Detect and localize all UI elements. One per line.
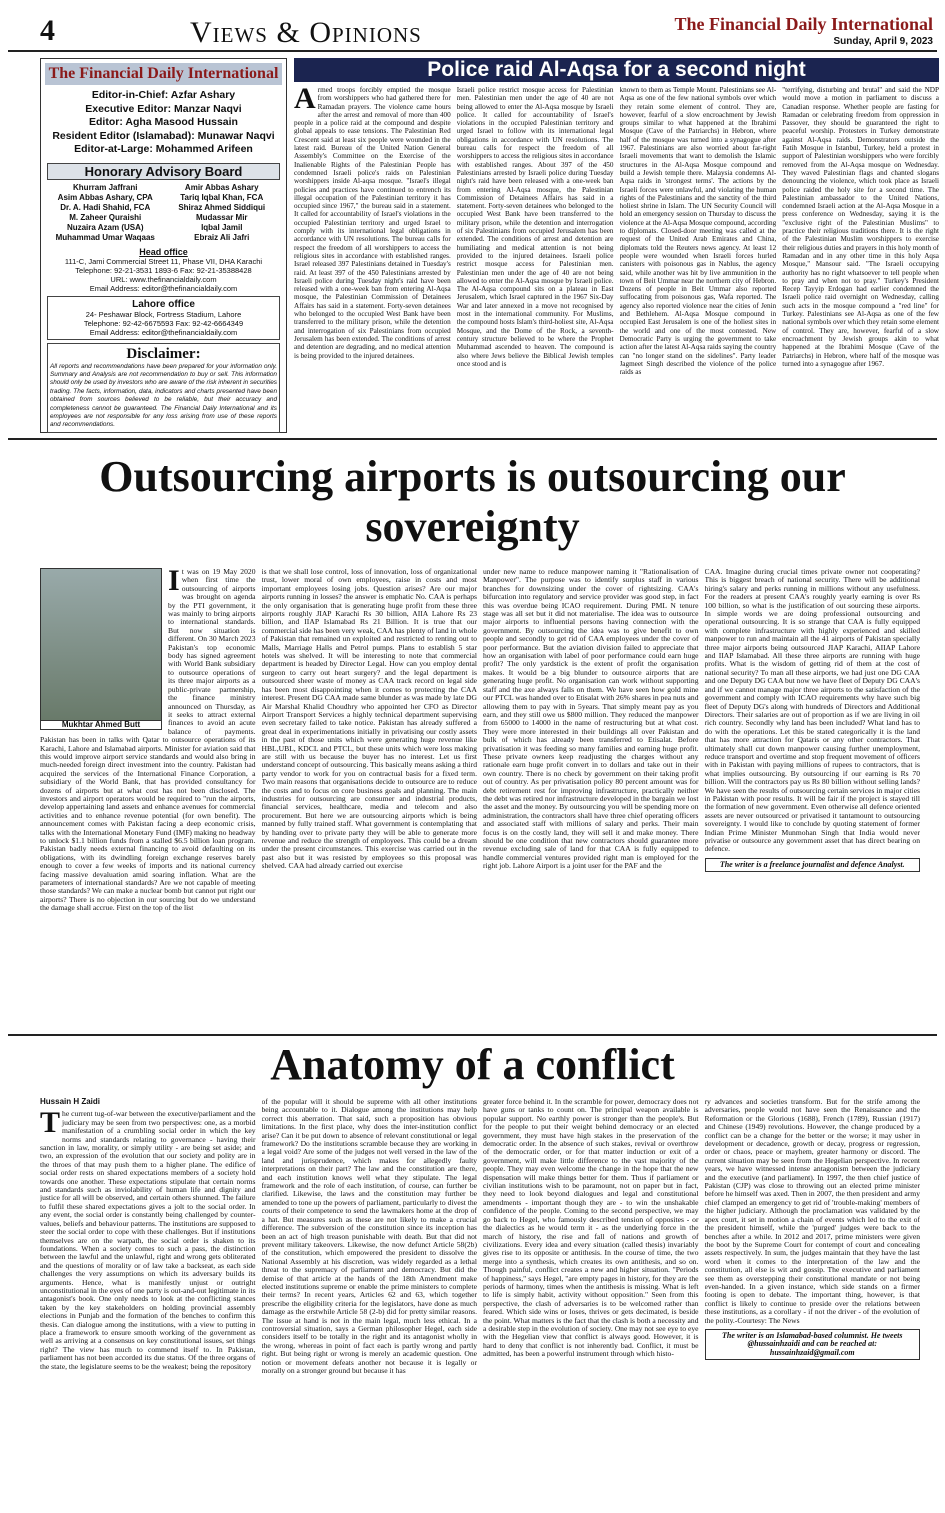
editor-0: Editor-in-Chief: Azfar Ashary <box>91 89 236 101</box>
story3-text: ry advances and societies transform. But for the strife among the adversaries, people would not have seen the Renaissance and the Reformation or the Glorious (1688), French (1789), Russian (1917) and Chinese (1949) revolutions. However, the change produced by a conflict can be a change for the better or the worse; it may usher in development or decadence, growth or decay, progress or regression, order or chaos, peace or mayhem, greater harmony or discord. The current situation may be seen from the Hegelian perspective. In recent years, we have witnessed intense antagonism between the judiciary and the executive (and parliament). In 1997, the then chief justice of Pakistan (CJP) was close to throwing out an elected prime minister before he himself was axed. Then in 2007, the then president and army chief clamped an emergency to get rid of 'trouble-making' members of the higher judiciary. Although the proclamation was validated by the apex court, it set in motion a chain of events which led to the exit of the president himself, while the 'purged' judges were back to the benches after a while. In 2012 and 2017, prime ministers were given the boot by the Supreme Court for contempt of court and concealing assets respectively. In sum, the judges maintain that they have the last word when it comes to the interpretation of the law and the constitution, all else is wit and gossip. The executive and parliament see them as overstepping their constitutional mandate or not being even-handed. In a given instance, which side stands on a firmer footing is open to debate. The important thing, however, is that conflict is likely to continue to preside over the relations between these institutions, as a corollary - if not the driver - of the evolution of the polity.-Courtesy: The News <box>704 1098 920 1325</box>
board-member: Khurram Jaffrani <box>73 182 138 192</box>
paper-masthead: The Financial Daily International <box>674 14 933 34</box>
author-name: Hussain H Zaidi <box>40 1098 101 1106</box>
story2-body <box>40 568 920 1028</box>
story3-body <box>40 1098 920 1506</box>
editor-1: Executive Editor: Manzar Naqvi <box>85 102 242 115</box>
writer-note <box>705 1329 921 1360</box>
address-line: Email Address: editor@thefinancialdaily.com <box>89 283 238 293</box>
story1-col: Israeli police restrict mosque access for Palestinian men. Palestinian men under the age of 40 are not being allowed to enter the Al-Aqsa mosque by Israeli police. It called for accountability of Israel's violations in the occupied Palestinian territory and urged Israel to follow with its international legal obligations in accordance with UN resolutions. The bureau calls for respect the freedom of all worshippers to access the religious sites in accordance with established ranges. About 397 of the 450 Palestinians arrested by Israeli police during Tuesday night's raid have been released with a one-week ban from entering Al-Aqsa mosque, the Palestinian Commission of Detainees Affairs has said in a statement. Forty-seven detainees who belonged to the occupied West Bank have been transferred to the military prison, while the detention and interrogation of six Palestinians from occupied Jerusalem has been extended. The conditions of arrest and detention are humiliating and medical attention is not being provided to the injured detainees. Israeli police restrict mosque access for Palestinian men. Palestinian men under the age of 40 are not being allowed to enter the Al-Aqsa mosque by Israeli police. The Al-Aqsa compound sits on a plateau in East Jerusalem, which Israel captured in the 1967 Six-Day War and later annexed in a move not recognised by most in the international community. For Muslims, the compound hosts Islam's third-holiest site, Al-Aqsa Mosque, and the Dome of the Rock, a seventh-century structure believed to be where the Prophet Muhammad ascended to heaven. The compound is also where Jews believe the Biblical Jewish temples once stood and is <box>456 86 614 368</box>
story2-col <box>40 568 256 1028</box>
story2-col <box>705 568 921 1028</box>
editor-4: Editor-at-Large: Mohammed Arifeen <box>74 143 253 155</box>
author-photo <box>40 568 162 730</box>
story1-col: known to them as Temple Mount. Palestinians see Al-Aqsa as one of the few national symbols over which they retain some element of control. They are, however, fearful of a slow encroachment by Jewish groups similar to what happened at the Ibrahimi Mosque (Cave of the Patriarchs) in Hebron, where half of the mosque was turned into a synagogue after 1967. Palestinians are also worried about far-right Israeli movements that want to demolish the Islamic structures in the Al-Aqsa Mosque compound and build a Jewish temple there. Malaysia condemns Al-Aqsa raids in 'strongest terms'. The actions by the Israeli forces were unlawful, and violating the human rights of the Palestinians and the sanctity of the third holiest shrine in Islam. The UN Security Council will hold an emergency session on Thursday to discuss the violence at the Al-Aqsa Mosque compound, according to diplomats. Closed-door meeting was called at the request of the United Arab Emirates and China, diplomats told the Reuters news agency. At least 12 people were wounded when Israeli forces hurled canisters with poisonous gas in Nablus, the agency said, while another was hit by live ammunition in the town of Beit Ummar near the northern city of Hebron. Dozens of people in Beit Ummar also reported suffocating from poisonous gas, Wafa reported. The agency also reported violence near the cities of Jenin and Bethlehem. Al-Aqsa Mosque compound in occupied East Jerusalem is one of the holiest sites in the world and one of the most contested. New Democratic Party is urging the government to take action after the latest Al-Aqsa raids saying the country can "no longer stand on the sidelines". Party leader Jagmeet Singh described the violence of the police raids as <box>619 86 777 377</box>
story1-col <box>294 86 451 434</box>
lahore-office-address <box>56 310 271 337</box>
address-line: 111-C, Jami Commercial Street 11, Phase VII, DHA Karachi <box>64 256 263 266</box>
lahore-office-label: Lahore office <box>132 298 195 310</box>
dropcap: I <box>168 568 180 597</box>
address-line: Email Address: editor@thefinancialdaily.com <box>89 327 238 337</box>
disclaimer-text: All reports and recommendations have been prepared for your information only. Summary and Analysis are not recommendation to buy or sell. This information should only be used by investors who are aware of the risk inherent in securities trading. The facts, information, data, indicators and charts presented have been obtained from sources believed to be reliable, but their accuracy and completeness cannot be guaranteed. The Financial Daily International and its employees are not responsible for any loss arising from use of these reports and recommendations. <box>50 362 277 429</box>
board-member: Shiraz Ahmed Siddiqui <box>178 202 266 212</box>
story1-col: "terrifying, disturbing and brutal" and said the NDP would move a motion in parliament to discuss a Canadian response. Whether people are fasting for Ramadan or celebrating freedom from oppression in Passover, they should be guaranteed the right to peaceful worship. Protesters in Turkey demonstrate against Al-Aqsa raids. Demonstrators outside the Fatih Mosque in Istanbul, Turkey, held a protest in support of Palestinian worshippers who were forcibly removed from the Al-Aqsa mosque on Wednesday. They waved Palestinian flags and chanted slogans denouncing the violence, which took place as Israeli police raided the holy site for a second time. The Palestinian ambassador to the United Nations, condemned Israeli action at the Al-Aqsa Mosque in a press conference on Wednesday, saying it is the "exclusive right of the Palestinian Muslims" to practice their religious traditions there. It is the right of the Palestinian Muslim worshippers to exercise their religious duties and prayers in this holy month of Ramadan and in any other time in this holy Aqsa Mosque," Mansour said. "The Israeli occupying authority has no right whatsoever to tell people when to pray and when not to pray." Turkey's President Recep Tayyip Erdogan had earlier condemned the Israeli police raid overnight on Wednesday, calling such acts in the mosque compound a "red line" for Turkey. Palestinians see Al-Aqsa as one of the few national symbols over which they retain some element of control. They are, however, fearful of a slow encroachment by Jewish groups akin to what happened at the Ibrahimi Mosque (Cave of the Patriarchs) in Hebron, where half of the mosque was turned into a synagogue after 1967. <box>782 86 939 368</box>
disclaimer-box <box>47 343 280 433</box>
sidebar-title: The Financial Daily International <box>45 63 282 85</box>
story3-col: greater force behind it. In the scramble for power, democracy does not have guns or tanks to count on. The principal weapon available is popular support. No earthly power is stronger than the people's. But for the people to put their weight behind democracy or an elected government, they must have high stakes in the preservation of the democratic order. In the absence of such stakes, revival or overthrow of the democratic order, or for that matter induction or exit of a government, will make little difference to the vast majority of the people. They may even welcome the change in the hope that the new dispensation will make things better for them. Thus if parliament or civilian institutions wish to be paramount, not on paper but in fact, they need to look beyond dialogues and legal and constitutional amendments - important though they are - to win the unshakable confidence of the people. Coming to the second perspective, we may go back to Hegel, who famously described tension of opposites - or the dialectics as he would term it - as the underlying force in the march of history, the rise and fall of nations and growth of civilizations. Every idea and every situation (called thesis) invariably gives rise to its opposite or antithesis. In the course of time, the two merge into a synthesis, which creates its own antithesis, and so on. Though painful, conflict creates a new and higher situation. "Periods of happiness," says Hegel, "are empty pages in history, for they are the periods of harmony, times when the antithesis is missing. What is left to life is simply habit, activity without opposition." Seen from this perspective, the clash of adversaries is to be welcomed rather than feared. Which side wins or loses, thrives or gets decimated, is beside the point. What matters is the fact that the clash is both a necessity and a desirable step in the evolution of society. One may not see eye to eye with the Hegelian view that conflict is always good. However, it is hard to deny that conflict is not inherently bad. Conflict, it must be admitted, has been a powerful instrument through which histo- <box>483 1098 699 1359</box>
address-line: Telephone: 92-42-6675593 Fax: 92-42-6664349 <box>83 318 244 328</box>
dropcap: A <box>294 86 316 115</box>
advisory-board <box>47 183 280 243</box>
story1-text: rmed troops forcibly emptied the mosque from worshippers who had gathered there for Ramadan prayers. The violence came hours after the arrest and removal of more than 400 people in a police raid at the compound and despite global appeals to ease tensions. The Palestinian Red Crescent said at least six people were wounded in the latest raid. Bureau of the United Nation General Assembly's Committee on the Exercise of the Inalienable Rights of the Palestinian People has condemned Israeli police's raids on Palestinian worshippers inside Al-aqsa mosque. "Israel's illegal policies and practices have continued to entrench its illegal occupation of the Palestinian territory it has occupied since 1967," the bureau said in a statement. It called for accountability of Israel's violations in the occupied Palestinian territory and urged Israel to comply with its international legal obligations in accordance with UN resolutions. The bureau calls for respect the freedom of all worshippers to access the religious sites in accordance with established ranges. Israel released 397 Palestinians detained in Tuesday's raid. At least 397 of the 450 Palestinians arrested by Israeli police during Tuesday night's raid have been released with a one-week ban from entering Al-Aqsa mosque, the Palestinian Commission of Detainees Affairs has said in a statement. Forty-seven detainees who belonged to the occupied West Bank have been transferred to the military prison, while the detention and interrogation of six Palestinians from occupied Jerusalem has been extended. The conditions of arrest and detention are degrading, and no medical attention is being provided to the injured detainees. <box>294 86 451 360</box>
header-rule <box>8 50 937 52</box>
advisory-board-title: Honorary Advisory Board <box>47 163 280 180</box>
story2-col: is that we shall lose control, loss of innovation, loss of organizational trust, lower moral of own employees, raise in costs and most important employees losing jobs. Question arises? Are our major airports running in losses? the answer is emphatic No. CAA is perhaps the only organisation that is generating huge profit from these three airports roughly JIAP Karachi Rs 30 billion, AIIA Lahore Rs 23 billion, and IIAP Islamabad Rs 21 Billion. It is true that our commercial side has been very weak, CAA has plenty of land in whole of Pakistan that remained un exploited and restricted to renting out to Malls, Marriage Halls and Petrol pumps. Plans to establish 5 star hotels was shelved. It will be interesting to note that commercial department is headed by Director Legal. How can you employ dental surgeon to carry out heart surgery? and the legal department is outsourced sheer waste of money as CAA track record on legal side has been most disappointing when it comes to protecting the CAA interest. Present DG CAA made same blunder as was made by late DG Air Marshal Khalid Choudhry who appointed her CFO as Director Airport Transport Services a highly technical department supervising even secretary failed to take notice. Pakistan has already suffered a great deal in experimentations initially in privatising our costly assets in the past of those units which were generating huge revenue like HBL,UBL, KDCL and PTCL, but these units which were loss making are still with us because the buyer has no interest. Let us first understand concept of outsourcing. This basically means asking a third party vendor to work for you on contractual basis for a fixed term. Two main reasons that organisations decide to outsource are to reduce the costs and to focus on core business goals and planning. The main industries for outsourcing are consumer and industrial products, financial services, healthcare, media and telecom and also procurement. But here we are outsourcing airports which is being manned by fully trained staff. What government is contemplating that by handing over to private party they will be able to generate more revenue and reduce the strength of employees. This could be a dream under the present circumstances. This exercise was carried out in the past also but it was resisted by employees so this proposal was shelved. CAA had already carried out exercise <box>261 568 477 871</box>
story3-col: of the popular will it should be supreme with all other institutions being accountable to it. Dialogue among the institutions may help correct this aberration. That said, such a proposition has obvious limitations. In the first place, why does the inter-institution conflict arise? Can it be put down to absence of relevant constitutional or legal framework? Do the institutions scramble because they are working in a legal void? Are some of the judges not well versed in the law of the land and jurisprudence, which makes for allegedly faulty interpretations on their part? The law and the constitution are there, and each institution knows well what they stipulate. The legal framework and the role of each institution, of course, can further be clarified. Likewise, the laws and the constitution may further be amended to tone up the powers of parliament, particularly to divest the courts of their competence to send the lawmakers home at the drop of a hat. But measures such as these are not likely to make a crucial difference. The subversion of the constitution since its inception has been an act of high treason punishable with death. But that did not prevent military takeovers. Likewise, the now defunct Article 58(2b) of the constitution, which empowered the president to dissolve the National Assembly at his discretion, was widely regarded as a lethal threat to the supremacy of parliament and democracy. But did the demise of that article at the hands of the 18th Amendment make elected institutions supreme or enable the prime ministers to complete their terms? In recent years, Articles 62 and 63, which together prescribe the eligibility criteria for the legislators, have done as much damage as the erstwhile Article 58 (2-b) did for pretty similar reasons. The issue at hand is not in the main legal, much less ethical. In a controversial situation, says a German philosopher Hegel, each side considers itself to be totally in the right and its antagonist wholly in the wrong, whereas in point of fact each is partly wrong and partly right. But being right or wrong is merely an academic question. One notion or movement defeats another not because it is legally or morally on a stronger ground but because it has <box>261 1098 477 1375</box>
writer-note: The writer is a freelance journalist and defence Analyst. <box>705 858 921 872</box>
board-right <box>164 183 281 243</box>
story1-body <box>294 86 939 434</box>
head-office-address <box>47 257 280 293</box>
disclaimer-title: Disclaimer: <box>126 345 201 362</box>
head-office-label: Head office <box>139 246 188 257</box>
address-line: 24- Peshawar Block, Fortress Stadium, Lahore <box>85 309 242 319</box>
editorial-sidebar <box>40 58 287 433</box>
story3-headline: Anatomy of a conflict <box>270 1040 675 1089</box>
story3-col <box>40 1098 256 1506</box>
story2-text: t was on 19 May 2020 when first time the outsourcing of airports was brought on agenda by the PTI government, it was mainly to bring airports to international standards. But now situation is different. On 30 March 2023 Pakistan's top economic body has signed agreement with World Bank subsidiary to outsource operations of its three major airports as a public-private partnership, the finance ministry announced on Thursday, as it seeks to attract external finances to avoid an acute balance of payments. Pakistan has been in talks with Qatar to outsource operations of its Karachi, Lahore and Islamabad airports. Minister for aviation said that this would improve airport service standards and would also bring in much-needed foreign direct investment into the country. Pakistan had acquired the services of the International Finance Corporation, a subsidiary of the World Bank, that has provided consultancy for dozens of airports but at what cost has not been disclosed. The investors and airport operators would be required to "run the airports, develop appertaining land assets and enhance avenues for commercial activities and to enhance revenue potential (for own benefit). The announcement comes with Pakistan facing a deep economic crisis, talks with the International Monetary Fund (IMF) making no headway to unlock $1.1 billion funds from a stalled $6.5 billion loan program. Pakistan badly needs external financing to avoid defaulting on its obligations, with its dwindling foreign exchange reserves barely enough to cover a few weeks of imports and its national currency facing massive devaluation amid soaring inflation. What are the parameters of international standards? Are we not capable of meeting those standards? We can make a nuclear bomb but cannot put right our airports? There is no objection in our sourcing but do we understand the damage shall accrue. First on the top of the list <box>40 568 256 913</box>
editor-3: Resident Editor (Islamabad): Munawar Naqvi <box>52 129 275 142</box>
story1-headline: Police raid Al-Aqsa for a second night <box>294 58 939 82</box>
section-rule <box>8 438 937 440</box>
board-member: Nuzaira Azam (USA) <box>66 222 144 232</box>
board-left <box>47 183 164 243</box>
story3-text: he current tug-of-war between the executive/parliament and the judiciary may be seen from two perspectives: one, as a morbid manifestation of a crumbling social order in which the key norms and standards relating to governance - having their sanction in law, morality, or simply utility - are being set aside; and two, an expression of the evolution that our society and polity are in the throes of that may push them to a higher plane. The edifice of social order rests on shared expectations members of a society hold towards one another. These expectations stipulate that certain norms and standards such as inviolability of human life and dignity and justice for all will be observed, and certain others shunned. The failure to fulfil these shared expectations gives a jolt to the social order. In any event, the social order is constantly being challenged by counter-values, beliefs and behaviour patterns. The institutions are supposed to steer the social order to cope with these challenges. But if institutions themselves are on the warpath, the social order is shaken to its foundations. When a society comes to such a pass, the distinction between the lawful and the unlawful, right and wrong gets obliterated and the questions of morality or of law take a backseat, as each side challenges the very assumptions on which its adversary builds its arguments. Hence, what is manifestly unjust or outright unconstitutional in the eyes of one party is out-and-out legitimate in its antagonist's book. One only needs to look at the conflicting stances taken by the key stakeholders on holding provincial assembly elections in Punjab and the formation of the benches to confirm this thesis. Can dialogue among the institutions, with a view to putting in place a framework to ensure smooth working of the government as well as arriving at a consensus on key constitutional issues, set things right? The view has much to commend itself to. In Pakistan, parliament has not been accorded its due status. Of the three organs of the state, the legislature seems to be the weakest; being the repository <box>40 1109 256 1371</box>
board-member: Tariq Iqbal Khan, FCA <box>180 192 264 202</box>
story2-headline: Outsourcing airports is outsourcing our sovereignty <box>99 452 846 551</box>
section-rule <box>8 1034 937 1036</box>
address-line: URL: www.thefinancialdaily.com <box>110 274 217 284</box>
photo-caption: Mukhtar Ahmed Butt <box>41 720 161 729</box>
editor-2: Editor: Agha Masood Hussain <box>89 116 238 128</box>
story2-col: under new name to reduce manpower naming it "Rationalisation of Manpower". The purpose was to identify surplus staff in various branches for downsizing under the cover of rightsizing. CAA's bifurcation into regulatory and service provider was good step, in fact this was overdue being ICAO requirement. During PML N tenure stage was all set but it did not materialise. The idea was to outsource major airports to influential persons having connection with the government. By outsourcing the idea was to give benefit to own people and secondly to get rid of CAA employees under the cover of poor performance. But the aviation division failed to appreciate that how an organisation with label of poor performance could earn huge profit? The only yardstick is the extent of profit the organisation makes. It would be a big blunder to outsource airports that are generating huge profit. No organisation can work without supporting staff and the axe always falls on them. We have seen how gold mine our PTCL was handed over to Etisalat with 26% shares in pea nuts and allowing them to pay with in 5years. That simply meant pay as you earn, and they still owe us $800 million. They reduced the manpower from 65000 to 14000 in the name of restructuring but at what cost. They were more interested in their buildings all over Pakistan and bulk of which has already been transferred to Etisalat. Before privatisation it was feeding so many families and earning huge profit. These private owners keep readjusting the charges without any rationale earn huge profit convert in to dollars and take out in their own country. There is no check by government on their taking profit out of country. As per privatisation policy 80 percent amount was for debt retirement rest for improving infrastructure, practically neither the debt was retired nor infrastructure developed in the bargain we lost the asset and the money. By outsourcing you will be spending more on administration, the contractors shall have three chief operating officers and associated staff with millions of salary and perks. Their main focus is on the costly land, they will sell it and make money. There should be one condition that new contractors should guarantee more revenue excluding sale of land for that CAA is fully equipped to handle commercial ventures provided right man is employed for the right job. Lahore Airport is a joint user for the PAF and the <box>483 568 699 871</box>
board-member: Mudassar Mir <box>195 212 248 222</box>
writer-note-line: The writer is an Islamabad-based columnist. He tweets @hussainhzaidi and can be reached at: <box>722 1330 903 1349</box>
dropcap: T <box>40 1106 61 1140</box>
writer-email: hussainhzaid@gmail.com <box>769 1347 855 1357</box>
board-member: Amir Abbas Ashary <box>184 182 259 192</box>
address-line: Telephone: 92-21-3531 1893-6 Fax: 92-21-35388428 <box>75 265 252 275</box>
board-member: Iqbal Jamil <box>201 222 243 232</box>
board-member: Ebraiz Ali Jafri <box>194 232 250 242</box>
board-member: M. Zaheer Quraishi <box>69 212 142 222</box>
board-member: Dr. A. Hadi Shahid, FCA <box>60 202 151 212</box>
story2-text: CAA. Imagine during crucial times private owner not cooperating? This is biggest breach of national security. There will be additional hiring's salary and perks running in millions without any usefulness. For the readers at present CAA's roughly yearly earning is over Rs 100 billion, so what is the justification of out sourcing these airports. In simple words we are doing professional outsourcing and operational outsourcing. It is so strange that CAA is fully equipped with complete infrastructure with highly experienced and skilled manpower to run and maintain all the 41 airports of Pakistan specially three major airports being outsourced JIAP Karachi, AIIAP Lahore and IIAP Islamabad. All these three airports are running with huge profits. What is the wisdom of getting rid of them at the cost of national security? To man all these airports, we had just one DG CAA and one Deputy DG CAA but now we have fleet of Deputy DG CAA's and if we cannot manage major three airports to the satisfaction of the government and comply with ICAO requirements why have such big fleet of Deputy DG's along with hundreds of Directors and Additional Directors. Their salaries are out of proportion as if we are living in oil rich country. Secondly why land has been included? What land has to do with the operations. Let this be stated categorically it is the land that has more attraction for Qataris or any other contractors. That ultimately shall cut down manpower causing further unemployment, reduce transport and overtime and stop frequent movement of officers with in Pakistan with paying millions of rupees to contractors, that is what implies outsourcing. By outsourcing if our earning is Rs 70 billion. Will the contractors pay us Rs 80 billion without selling lands? We have seen the results of outsourcing certain services in major cities in Pakistan with poor results. It will be fair if the project is stayed till the formation of new government. Even otherwise all defence oriented assets are never outsourced or privatised it tantamount to outsourcing sovereignty. I would like to conclude by quoting statement of former Indian Prime Minister Munmohan Singh that India would never privatise or outsource any government asset that has direct bearing on defence. <box>704 568 920 854</box>
board-member: Asim Abbas Ashary, CPA <box>57 192 153 202</box>
page-number: 4 <box>40 14 55 47</box>
lahore-office-box <box>47 296 280 340</box>
section-title: Views & Opinions <box>190 16 422 49</box>
story3-col <box>705 1098 921 1506</box>
board-member: Muhammad Umar Waqaas <box>55 232 155 242</box>
issue-date: Sunday, April 9, 2023 <box>833 36 933 47</box>
